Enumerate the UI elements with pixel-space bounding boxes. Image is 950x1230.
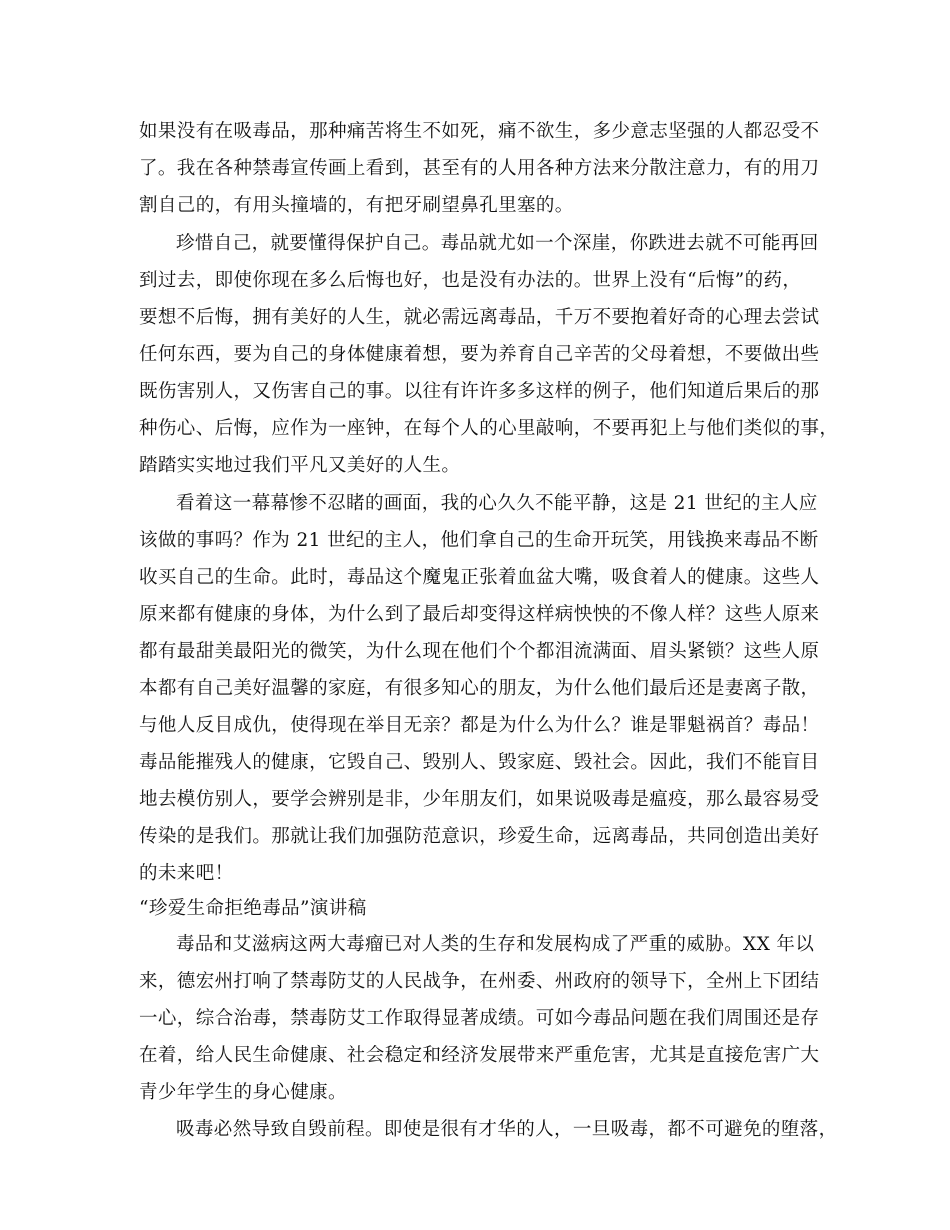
paragraph-2-line-4: 任何东西，要为自己的身体健康着想，要为养育自己辛苦的父母着想，不要做出些 — [139, 344, 820, 365]
paragraph-4-line-4: 在着，给人民生命健康、社会稳定和经济发展带来严重危害，尤其是直接危害广大 — [139, 1045, 820, 1066]
paragraph-1-line-1: 如果没有在吸毒品，那种痛苦将生不如死，痛不欲生，多少意志坚强的人都忍受不 — [139, 121, 820, 142]
paragraph-3-line-5: 都有最甜美最阳光的微笑，为什么现在他们个个都泪流满面、眉头紧锁？这些人原 — [139, 641, 820, 662]
paragraph-4-line-3: 一心，综合治毒，禁毒防艾工作取得显著成绩。可如今毒品问题在我们周围还是存 — [139, 1008, 820, 1029]
paragraph-3-line-6: 本都有自己美好温馨的家庭，有很多知心的朋友，为什么他们最后还是妻离子散， — [139, 678, 820, 699]
paragraph-2-line-1: 珍惜自己，就要懂得保护自己。毒品就尤如一个深崖，你跌进去就不可能再回 — [176, 233, 819, 254]
paragraph-4-line-5: 青少年学生的身心健康。 — [139, 1082, 347, 1103]
paragraph-3-line-2: 该做的事吗？作为 21 世纪的主人，他们拿自己的生命开玩笑，用钱换来毒品不断 — [139, 530, 819, 551]
paragraph-3-line-4: 原来都有健康的身体，为什么到了最后却变得这样病怏怏的不像人样？这些人原来 — [139, 604, 820, 625]
paragraph-3-line-7: 与他人反目成仇，使得现在举目无亲？都是为什么为什么？谁是罪魁祸首？毒品！ — [139, 715, 820, 736]
speech-title: “珍爱生命拒绝毒品”演讲稿 — [139, 898, 367, 919]
paragraph-3-line-8: 毒品能摧残人的健康，它毁自己、毁别人、毁家庭、毁社会。因此，我们不能盲目 — [139, 752, 820, 773]
paragraph-3-line-9: 地去模仿别人，要学会辨别是非，少年朋友们，如果说吸毒是瘟疫，那么最容易受 — [139, 789, 820, 810]
paragraph-2-line-7: 踏踏实实地过我们平凡又美好的人生。 — [139, 455, 461, 476]
paragraph-3-line-1: 看着这一幕幕惨不忍睹的画面，我的心久久不能平静，这是 21 世纪的主人应 — [176, 493, 818, 514]
paragraph-4-line-1: 毒品和艾滋病这两大毒瘤已对人类的生存和发展构成了严重的威胁。XX 年以 — [176, 934, 815, 955]
paragraph-5-line-1: 吸毒必然导致自毁前程。即使是很有才华的人，一旦吸毒，都不可避免的堕落， — [176, 1119, 838, 1140]
paragraph-3-line-11: 的未来吧！ — [139, 863, 234, 884]
paragraph-2-line-5: 既伤害别人，又伤害自己的事。以往有许许多多这样的例子，他们知道后果后的那 — [139, 381, 820, 402]
paragraph-3-line-10: 传染的是我们。那就让我们加强防范意识，珍爱生命，远离毒品，共同创造出美好 — [139, 826, 820, 847]
paragraph-4-line-2: 来，德宏州打响了禁毒防艾的人民战争，在州委、州政府的领导下，全州上下团结 — [139, 971, 820, 992]
paragraph-1-line-2: 了。我在各种禁毒宣传画上看到，甚至有的人用各种方法来分散注意力，有的用刀 — [139, 158, 820, 179]
paragraph-2-line-3: 要想不后悔，拥有美好的人生，就必需远离毒品，千万不要抱着好奇的心理去尝试 — [139, 307, 820, 328]
paragraph-3-line-3: 收买自己的生命。此时，毒品这个魔鬼正张着血盆大嘴，吸食着人的健康。这些人 — [139, 567, 820, 588]
paragraph-1-line-3: 割自己的，有用头撞墙的，有把牙刷望鼻孔里塞的。 — [139, 195, 574, 216]
paragraph-2-line-6: 种伤心、后悔，应作为一座钟，在每个人的心里敲响，不要再犯上与他们类似的事， — [139, 418, 839, 439]
paragraph-2-line-2: 到过去，即使你现在多么后悔也好，也是没有办法的。世界上没有“后悔”的药， — [139, 270, 802, 291]
